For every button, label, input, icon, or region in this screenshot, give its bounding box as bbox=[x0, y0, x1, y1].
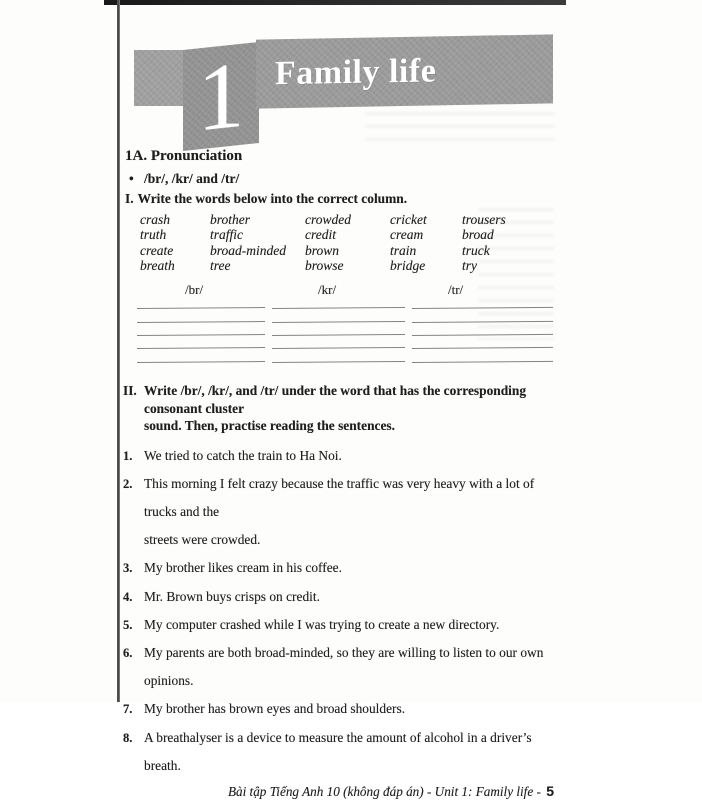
sentence-text bbox=[144, 583, 555, 611]
sentence-line: My parents are both broad-minded, so they are willing to listen to our own opinions. bbox=[144, 645, 544, 689]
word-item: crash bbox=[140, 212, 170, 227]
sentence-line: A breathalyser is a device to measure the amount of alcohol in a driver’s breath. bbox=[144, 729, 532, 773]
word-item: brown bbox=[305, 242, 340, 258]
footer-book-title: Bài tập Tiếng Anh 10 (không đáp án) bbox=[227, 784, 424, 800]
word-item: cream bbox=[390, 227, 424, 243]
word-item: try bbox=[462, 257, 477, 273]
sentence-number: 7. bbox=[123, 702, 133, 717]
bleed-through-artifact bbox=[365, 112, 555, 146]
answer-line bbox=[272, 321, 405, 323]
page-number: 5 bbox=[546, 783, 554, 800]
instruction-line: Write /br/, /kr/, and /tr/ under the word that has the corresponding consonant cluster bbox=[144, 383, 527, 416]
exercise2-heading bbox=[123, 382, 555, 435]
scan-edge-left bbox=[117, 0, 120, 702]
footer-separator: - bbox=[423, 784, 435, 800]
sentence-list bbox=[123, 442, 555, 780]
answer-line bbox=[412, 361, 553, 363]
exercise2-instruction bbox=[144, 382, 555, 435]
sentence-line: My computer crashed while I was trying to create a new directory. bbox=[144, 616, 500, 632]
answer-line bbox=[412, 347, 553, 349]
answer-line bbox=[412, 334, 553, 336]
word-item: truth bbox=[140, 227, 167, 243]
answer-line bbox=[412, 307, 553, 309]
sentence-number: 3. bbox=[123, 561, 133, 576]
page-footer bbox=[123, 783, 555, 800]
section-heading: 1A. Pronunciation bbox=[125, 148, 243, 164]
phoneme-header: /br/ bbox=[185, 282, 204, 298]
phoneme-headers bbox=[137, 282, 555, 297]
bullet-icon: • bbox=[129, 171, 134, 186]
word-grid bbox=[140, 212, 555, 273]
unit-title: Family life bbox=[275, 51, 437, 92]
sentence-item bbox=[123, 695, 555, 723]
exercise1-label: I. bbox=[125, 191, 134, 206]
sentence-line: My brother likes cream in his coffee. bbox=[144, 560, 342, 576]
sentence-line: We tried to catch the train to Ha Noi. bbox=[144, 447, 342, 463]
sentence-line: My brother has brown eyes and broad shoulders. bbox=[144, 701, 406, 717]
word-item: traffic bbox=[210, 227, 243, 243]
exercise1-heading bbox=[125, 190, 555, 207]
word-item: create bbox=[140, 242, 174, 258]
phoneme-header: /tr/ bbox=[448, 282, 464, 298]
sentence-text bbox=[144, 470, 555, 555]
sentence-item bbox=[123, 724, 555, 780]
answer-line bbox=[137, 321, 265, 323]
phoneme-header: /kr/ bbox=[318, 282, 337, 298]
word-item: credit bbox=[305, 227, 336, 243]
answer-line bbox=[272, 361, 405, 363]
unit-number-card bbox=[183, 42, 259, 151]
word-item: trousers bbox=[462, 212, 506, 227]
sentence-text bbox=[144, 695, 555, 723]
word-item: train bbox=[390, 242, 417, 258]
answer-line bbox=[272, 347, 405, 349]
answer-line bbox=[137, 334, 265, 336]
sentence-item bbox=[123, 611, 555, 639]
sentence-item bbox=[123, 442, 555, 470]
word-item: bridge bbox=[390, 257, 426, 273]
word-item: breath bbox=[140, 257, 175, 273]
answer-line bbox=[137, 347, 265, 349]
sentence-item bbox=[123, 470, 555, 555]
answer-line bbox=[272, 334, 405, 336]
footer-unit-ref: Unit 1: Family life bbox=[434, 784, 534, 800]
unit-title-banner bbox=[256, 34, 553, 108]
word-item: truck bbox=[462, 242, 490, 258]
sentence-number: 8. bbox=[123, 730, 133, 745]
footer-separator: - bbox=[533, 784, 545, 800]
sentence-line: Mr. Brown buys crisps on credit. bbox=[144, 588, 320, 604]
answer-lines bbox=[137, 308, 555, 375]
sentence-line: streets were crowded. bbox=[144, 532, 261, 548]
sentence-text bbox=[144, 611, 555, 639]
sentence-number: 2. bbox=[123, 476, 133, 491]
sentence-number: 5. bbox=[123, 617, 133, 632]
sentence-number: 6. bbox=[123, 646, 133, 661]
sentence-number: 4. bbox=[123, 589, 133, 604]
word-item: crowded bbox=[305, 212, 351, 227]
scan-edge-top bbox=[104, 0, 566, 5]
topic-label: /br/, /kr/ and /tr/ bbox=[144, 171, 240, 186]
sentence-line: This morning I felt crazy because the traffic was very heavy with a lot of trucks and the bbox=[144, 475, 535, 520]
exercise1-instruction: Write the words below into the correct column. bbox=[137, 191, 408, 206]
word-item: browse bbox=[305, 257, 344, 273]
answer-line bbox=[137, 361, 265, 363]
sentence-number: 1. bbox=[123, 448, 133, 463]
answer-line bbox=[272, 307, 405, 309]
sentence-item bbox=[123, 583, 555, 611]
sentence-item bbox=[123, 639, 555, 695]
exercise2-label: II. bbox=[123, 383, 137, 399]
pronunciation-topic bbox=[129, 171, 555, 187]
word-item: cricket bbox=[390, 212, 427, 227]
word-item: brother bbox=[210, 212, 250, 227]
word-item: broad-minded bbox=[210, 242, 286, 258]
instruction-line: sound. Then, practise reading the sentences. bbox=[144, 418, 395, 434]
unit-banner-backplate bbox=[134, 50, 187, 106]
answer-line bbox=[412, 320, 553, 322]
sentence-item bbox=[123, 554, 555, 582]
page-content bbox=[123, 148, 555, 800]
sentence-text bbox=[144, 442, 555, 470]
sentence-text bbox=[144, 554, 555, 582]
word-item: broad bbox=[462, 227, 494, 243]
word-item: tree bbox=[210, 257, 231, 273]
unit-number: 1 bbox=[197, 42, 245, 151]
sentence-text bbox=[144, 724, 555, 780]
sentence-text bbox=[144, 639, 555, 695]
answer-line bbox=[137, 307, 265, 309]
